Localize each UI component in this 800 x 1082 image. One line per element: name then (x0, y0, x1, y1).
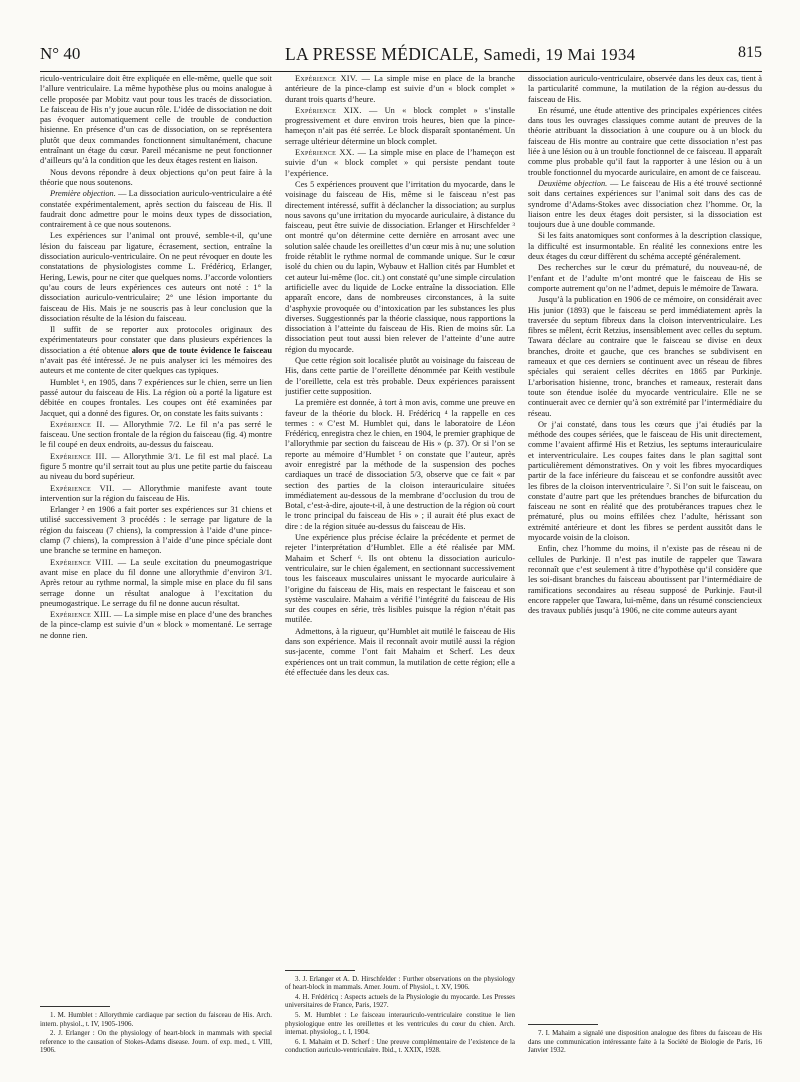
footnote: 5. M. Humblet : Le faisceau interauriculo-ventriculaire constitue le lien physiologique entre les oreillettes et les ventricules du cœur du chien. Arch. internat. physiolog., t. I, 1904. (285, 1011, 515, 1037)
experiment-label: Expérience III. (50, 451, 108, 461)
paragraph: Admettons, à la rigueur, qu’Humblet ait mutilé le faisceau de His dans son expérience. Mais il reconnaît avoir mutilé aussi la région sus-jacente, comme l’ont fait Mahaim et Scherf. Les deux expériences ont un trait commun, la mutilation de cette région; elle a été effectuée dans les deux cas. (285, 626, 515, 677)
footnote-divider (40, 1006, 110, 1007)
paragraph: Première objection. — La dissociation auriculo-ventriculaire a été constatée expérimentalement, après section du faisceau de His. Il faudrait donc admettre pour le moins deux types de dissociation, contrairement à ce que nous soutenons. (40, 189, 272, 230)
paragraph: Ces 5 expériences prouvent que l’irritation du myocarde, dans le voisinage du faisceau de His, même si le faisceau n’est pas directement intéressé, suffit à déclancher la dissociation; au surplus nous savons qu’une irritation du myocarde auriculaire, à distance du faisceau, peut être suivie de dissociation. Erlanger et Hirschfelder ³ ont montré qu’on détermine cette dernière en arrosant avec une solution salée chaude les oreillettes d’un cœur mis à nu; une solution froide rétablit le rythme normal de commande unique. Sur le cœur isolé du chien ou du lapin, Wybauw et Hallion cités par Humblet et cet auteur lui-même (loc. cit.) ont constaté qu’une simple circulation artificielle avec du liquide de Locke entraîne la dissociation. Elle apparaît encore, dans de nombreuses circonstances, à la suite d’asphyxie provoquée ou d’intoxication par les substances les plus diverses. Suggestionnés par la théorie classique, nous rapportions la dissociation à l’atteinte du faisceau de His. Rien de moins sûr. La dissociation peut tout aussi bien relever de l’atteinte d’une autre région du myocarde. (285, 179, 515, 354)
footnote: 6. I. Mahaim et D. Scherf : Une preuve complémentaire de l’existence de la conduction auriculo-ventriculaire. Ibid., t. XXIX, 1928. (285, 1037, 515, 1055)
paragraph: riculo-ventriculaire doit être expliquée en elle-même, quelle que soit l’allure ventriculaire. La même hypothèse plus ou moins analogue à celle proposée par Mobitz vaut pour tous les tracés de dissociation. Le faisceau de His n’y joue aucun rôle. L’idée de dissociation ne doit pas évoquer automatiquement celle de trouble de conduction hisienne. En présence d’un cas de dissociation, on se représentera plutôt que deux commandes fonctionnent simultanément, chacune entraînant un étage du cœur. Pareil mécanisme ne peut fonctionner d’ailleurs qu’à la condition que les deux étages restent en liaison. (40, 74, 272, 166)
paragraph: Il suffit de se reporter aux protocoles originaux des expérimentateurs pour constater que dans plusieurs expériences la dissociation a été obtenue alors que de toute évidence le faisceau n’avait pas été intéressé. Je ne puis analyser ici les mémoires des auteurs et me contente de citer quelques cas typiques. (40, 325, 272, 376)
column-1-body (40, 74, 272, 642)
paragraph: Une expérience plus précise éclaire la précédente et permet de rejeter l’interprétation d’Humblet. Elle a été réalisée par MM. Mahaim et Scherf ⁶. Ils ont obtenu la dissociation auriculo-ventriculaire, sur le chien également, en sectionnant successivement tous les faisceaux musculaires unissant le myocarde auriculaire à l’origine du faisceau de His, mais en respectant le faisceau et son système vasculaire. Mahaim a vérifié l’intégrité du faisceau de His sur des coupes en série, très lisibles puisque la région n’était pas mutilée. (285, 533, 515, 625)
paragraph: dissociation auriculo-ventriculaire, observée dans les deux cas, tient à la particularité commune, la mutilation de la région au-dessus du faisceau de His. (528, 74, 762, 104)
experiment-label: Expérience XIV. (295, 74, 358, 83)
experiment-label: Expérience VIII. (50, 557, 114, 567)
experiment-label: Expérience XIII. (50, 610, 112, 620)
paragraph: Si les faits anatomiques sont conformes à la description classique, la difficulté est insurmontable. En réalité les connexions entre les deux étages du cœur diffèrent du schéma accepté généralement. (528, 231, 762, 262)
emphasis: alors que de toute évidence le faisceau (131, 345, 272, 355)
experiment-label: Expérience VII. (50, 483, 115, 493)
footnote-divider (285, 970, 355, 971)
experiment-entry: Expérience XIX. — Un « block complet » s’installe progressivement et dure environ trois heures, bien que la pince-hameçon n’ait pas été serrée. Le block disparaît spontanément. Un serrage ultérieur détermine un block complet. (285, 105, 515, 146)
paragraph: Les expériences sur l’animal ont prouvé, semble-t-il, qu’une lésion du faisceau par ligature, écrasement, section, entraîne la dissociation auriculo-ventriculaire. On ne peut révoquer en doute les constatations de physiologistes comme L. Frédéricq, Erlanger, Hering, Lewis, pour ne citer que quelques noms. J’accorde volontiers qu’au cours de leurs expériences ces auteurs ont noté : 1° la dissociation auriculo-ventriculaire; 2° une lésion importante du faisceau de His. Mais je ne souscris pas à leur conclusion que la dissociation résulte de la lésion du faisceau. (40, 231, 272, 323)
footnote: 3. J. Erlanger et A. D. Hirschfelder : Further observations on the physiology of heart-block in mammals. Amer. Journ. of Physiol., t. XV, 1906. (285, 974, 515, 992)
experiment-label: Expérience II. (50, 419, 105, 429)
footnote: 4. H. Frédéricq : Aspects actuels de la Physiologie du myocarde. Les Presses universitaires de France, Paris, 1927. (285, 992, 515, 1010)
experiment-entry: Expérience XIII. — La simple mise en place d’une des branches de la pince-clamp est suivie d’un « block » momentané. Le serrage ne donne rien. (40, 610, 272, 640)
experiment-entry: Expérience III. — Allorythmie 3/1. Le fil est mal placé. La figure 5 montre qu’il serrait tout au plus une petite partie du faisceau au niveau du bord supérieur. (40, 451, 272, 482)
footnote-divider (528, 1024, 598, 1025)
footnote: 2. J. Erlanger : On the physiology of heart-block in mammals with special reference to the causation of Stokes-Adams disease. Journ. of exp. med., t. VIII, 1906. (40, 1029, 272, 1055)
column-1 (40, 74, 272, 1056)
paragraph: Nous devons répondre à deux objections qu’on peut faire à la théorie que nous soutenons. (40, 167, 272, 187)
paragraph: Erlanger ² en 1906 a fait porter ses expériences sur 31 chiens et utilisé successivement 3 procédés : le serrage par ligature de la région du faisceau (7 chiens), la compression à l’aide d’une pince-clamp (7 chiens), la compression à l’aide d’une pince spéciale dont une branche se termine en hameçon. (40, 505, 272, 556)
experiment-entry: Expérience XX. — La simple mise en place de l’hameçon est suivie d’un « block complet » qui persiste pendant toute l’expérience. (285, 148, 515, 178)
paragraph: Des recherches sur le cœur du prématuré, du nouveau-né, de l’enfant et de l’adulte m’ont montré que le faisceau de His se comporte autrement qu’on ne l’admet, depuis le mémoire de Tawara. (528, 263, 762, 293)
footnote: 7. I. Mahaim a signalé une disposition analogue des fibres du faisceau de His dans une communication intéressante faite à la Société de Biologie de Paris, 16 Janvier 1932. (528, 1029, 762, 1055)
experiment-label: Expérience XX. (295, 148, 355, 158)
footnotes (285, 964, 515, 1056)
experiment-label: Expérience XIX. (295, 105, 362, 115)
paragraph: Or j’ai constaté, dans tous les cœurs que j’ai étudiés par la méthode des coupes sériées, que le faisceau de His unit directement, comme l’avaient affirmé His et Retzius, les septums interauriculaire et interventriculaire. Les coupes faites dans le plan sagittal sont particulièrement démonstratives. On y voit les fibres myocardiques partir de la face inférieure du faisceau et se confondre aussitôt avec les fibres de la cloison interventriculaire ⁷. Si l’on suit le faisceau, on constate d’autre part que les prétendues branches de bifurcation du faisceau ne sont en réalité que des protubérances trapues chez le prématuré, plus ou moins effilées chez l’adulte, hérissant son extrémité antérieure et dont les fibres se perdent aussitôt dans le myocarde voisin de la cloison. (528, 419, 762, 543)
paragraph: Deuxième objection. — Le faisceau de His a été trouvé sectionné soit dans certaines expériences sur l’animal soit dans des cas de syndrome d’Adams-Stokes avec dissociation chez l’homme. Or, la liaison entre les deux étages doit persister, si la dissociation est toujours due à une double commande. (528, 178, 762, 230)
issue-date: Samedi, 19 Mai 1934 (483, 45, 636, 64)
paragraph: Enfin, chez l’homme du moins, il n’existe pas de réseau ni de cellules de Purkinje. Il n’est pas inutile de rappeler que Tawara reconnaît que c’est seulement à titre d’hypothèse qu’il considère que les soi-disant branches du faisceau aboutissent par l’intermédiaire de ramifications secondaires au réseau supposé de Purkinje. Faut-il encore rappeler que Tawara, lui-même, dans un résumé consciencieux des travaux publiés jusqu’à 1906, ne cite comme auteurs ayant (528, 544, 762, 616)
footnote: 1. M. Humblet : Allorythmie cardiaque par section du faisceau de His. Arch. intern. physiol., t. IV, 1905-1906. (40, 1011, 272, 1028)
experiment-entry: Expérience VII. — Allorythmie manifeste avant toute intervention sur la région du faisceau de His. (40, 483, 272, 503)
journal-title: LA PRESSE MÉDICALE, (285, 44, 479, 64)
journal-title-line (285, 44, 635, 65)
issue-number: N° 40 (40, 44, 81, 63)
footnotes (40, 1000, 272, 1056)
objection-label: Deuxième objection. (538, 178, 608, 188)
paragraph: Humblet ¹, en 1905, dans 7 expériences sur le chien, serre un lien passé autour du faisceau de His. La région où a porté la ligature est débitée en coupes frontales. Les coupes ont été examinées par Jacquet, qui a donné des figures. Or, on constate les faits suivants : (40, 377, 272, 418)
experiment-entry: Expérience XIV. — La simple mise en place de la branche antérieure de la pince-clamp est suivie d’un « block complet » durant trois quarts d’heure. (285, 74, 515, 104)
experiment-entry: Expérience II. — Allorythmie 7/2. Le fil n’a pas serré le faisceau. Une section frontale de la région du faisceau (fig. 4) montre le fil coupé en deux endroits, au-dessus du faisceau. (40, 419, 272, 450)
page-header (40, 38, 762, 72)
page-number: 815 (738, 44, 762, 61)
column-2 (285, 74, 515, 1056)
column-2-body (285, 74, 515, 679)
column-3-body (528, 74, 762, 617)
paragraph: La première est donnée, à tort à mon avis, comme une preuve en faveur de la théorie du block. H. Frédéricq ⁴ la rappelle en ces termes : « C’est M. Humblet qui, dans le laboratoire de Léon Frédéricq, enregistra chez le chien, en 1904, le premier graphique de l’allorythmie par section du faisceau de His » (p. 37). Or si l’on se reporte au mémoire d’Humblet ⁵ on constate que l’auteur, après avoir enregistré par la méthode de la suspension des poches cardiaques un tracé de dissociation 5/3, observe que ce fait « par section des parties de la cloison interauriculaire situées immédiatement au-dessous de la membrane d’occlusion du trou de Botal, c’est-à-dire, ajoute-t-il, à une destruction de la région où court le tronc principal du faisceau de His » ; il aurait été plus exact de dire : de la région située au-dessus du faisceau de His. (285, 398, 515, 531)
footnotes (528, 1018, 762, 1056)
paragraph: En résumé, une étude attentive des principales expériences citées dans tous les ouvrages classiques comme autant de preuves de la théorie attribuant la dissociation à une coupure ou à un block du faisceau de His montre au contraire que cette dissociation n’est pas liée à une lésion ou à un trouble fonctionnel de ce faisceau. Il apparaît comme plus probable qu’il faut la rapporter à une lésion ou à un trouble fonctionnel du myocarde auriculaire, en amont de ce faisceau. (528, 105, 762, 177)
paragraph: Jusqu’à la publication en 1906 de ce mémoire, on considérait avec His junior (1893) que le faisceau se perd immédiatement après la traversée du septum fibreux dans la cloison interventriculaire. Les fibres se mêlent, écrit Retzius, insensiblement avec celles du septum. Tawara déclare au contraire que le faisceau se divise en deux branches, droite et gauche, que ces branches se subdivisent en rameaux et que ces derniers se continuent avec un réseau de fibres spéciales qui seraient celles décrites en 1865 par Purkinje. L’arborisation hisienne, tronc, branches et rameaux, resterait dans toute son étendue isolée du myocarde ventriculaire. Elle ne se continuerait avec ce dernier qu’à son extrémité par l’intermédiaire du réseau. (528, 295, 762, 418)
column-3 (528, 74, 762, 1056)
objection-label: Première objection. (50, 189, 116, 199)
experiment-entry: Expérience VIII. — La seule excitation du pneumogastrique avant mise en place du fil donne une allorythmie d’environ 3/1. Après retour au rythme normal, la simple mise en place du fil sans serrage donne un résultat analogue à l’excitation du pneumogastrique. Le serrage du fil ne donne aucun résultat. (40, 557, 272, 608)
paragraph: Que cette région soit localisée plutôt au voisinage du faisceau de His, dans cette partie de l’oreillette dénommée par Keith vestibule de l’oreillette, cela est très probable. Deux expériences paraissent justifier cette supposition. (285, 356, 515, 396)
